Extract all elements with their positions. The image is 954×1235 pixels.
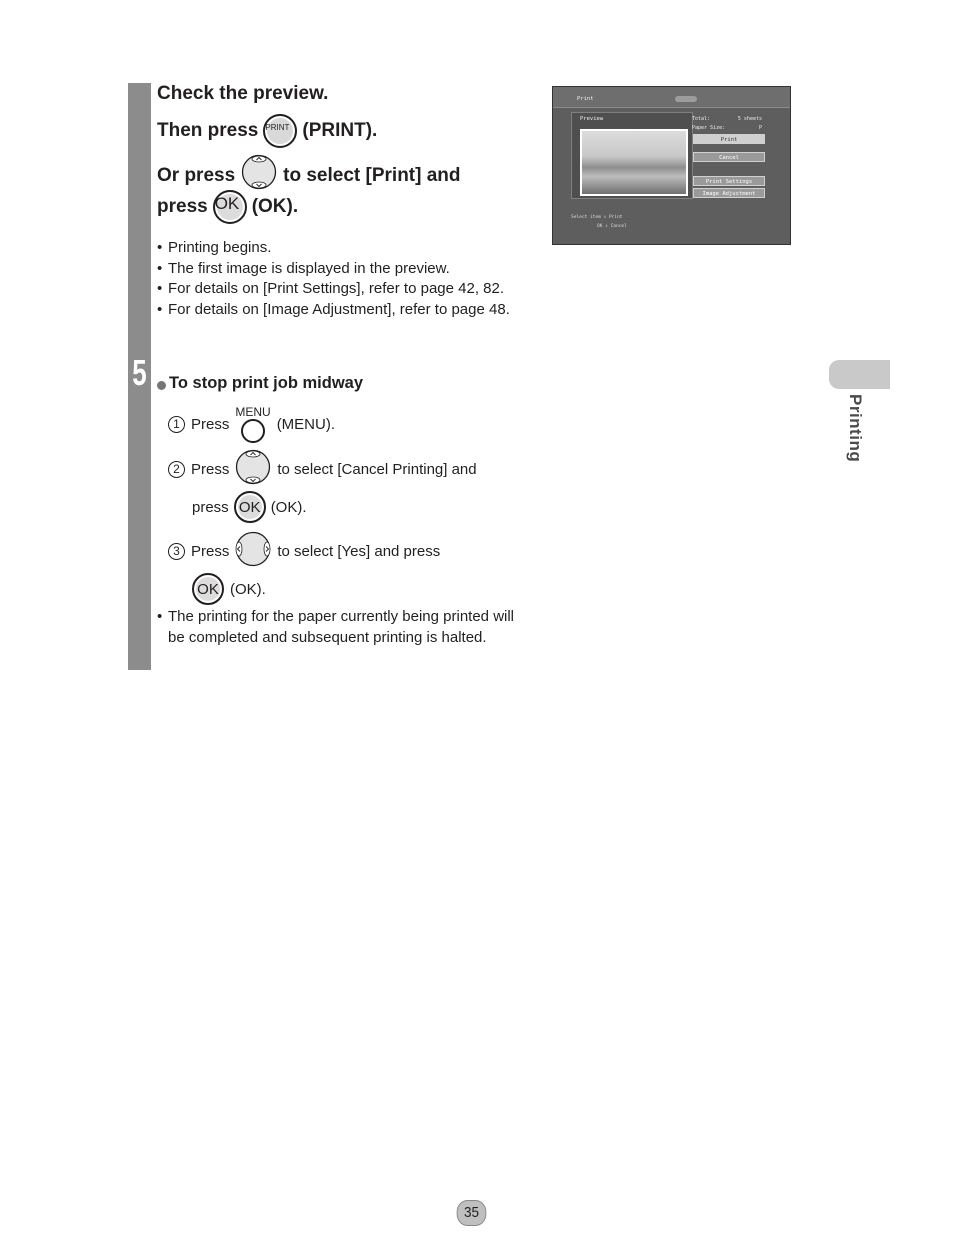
left-right-dial-icon xyxy=(234,531,272,571)
stop-step-1: 1 Press MENU (MENU). xyxy=(168,406,335,443)
heading-line-3: Or press to select [Print] and xyxy=(157,154,461,197)
print-info: Total: 5 sheets Paper Size: P xyxy=(692,116,762,131)
notes-list xyxy=(157,238,527,320)
ok-button-icon: OK xyxy=(213,190,247,224)
stop-step-3: 3 Press to select [Yes] and press xyxy=(168,531,440,571)
ok-button-icon: OK xyxy=(234,491,266,523)
stop-step-2-continued: press OK (OK). xyxy=(192,491,307,523)
step-circle-number: 1 xyxy=(168,416,185,433)
status-indicator-icon xyxy=(675,96,697,102)
menu-button-icon: MENU xyxy=(235,406,270,443)
preview-photo xyxy=(580,129,688,196)
stop-step-3-continued: OK (OK). xyxy=(192,573,266,605)
bullet-dot-icon xyxy=(157,381,166,390)
step-circle-number: 3 xyxy=(168,543,185,560)
section-tab xyxy=(829,360,890,389)
note-item: • The printing for the paper currently being printed will be completed and subsequent printing is halted. xyxy=(157,607,532,648)
step-number: 5 xyxy=(132,352,147,393)
ok-button-icon: OK xyxy=(192,573,224,605)
print-preview-screenshot xyxy=(552,86,791,245)
note-item: • Printing begins. xyxy=(157,238,527,259)
screen-help-text: Select item ⇕ Print OK ⇕ Cancel xyxy=(571,215,627,229)
page-number: 35 xyxy=(457,1200,487,1226)
note-item: • For details on [Image Adjustment], refer to page 48. xyxy=(157,300,527,321)
stop-note xyxy=(157,607,532,648)
stop-step-2: 2 Press to select [Cancel Printing] and xyxy=(168,449,477,489)
screen-image-adjustment-button[interactable]: Image Adjustment xyxy=(693,188,765,198)
heading-line-2: Then press PRINT (PRINT). xyxy=(157,114,377,148)
heading-line-1: Check the preview. xyxy=(157,83,329,104)
section-tab-label: Printing xyxy=(846,394,865,463)
screen-cancel-button[interactable]: Cancel xyxy=(693,152,765,162)
screen-print-button[interactable]: Print xyxy=(693,134,765,144)
heading-line-4: press OK (OK). xyxy=(157,190,298,224)
print-button-icon: PRINT xyxy=(263,114,297,148)
up-down-dial-icon xyxy=(234,449,272,489)
note-item: • The first image is displayed in the preview. xyxy=(157,259,527,280)
preview-panel: Preview xyxy=(571,112,693,199)
stop-section-title: To stop print job midway xyxy=(157,374,363,393)
note-item: • For details on [Print Settings], refer to page 42, 82. xyxy=(157,279,527,300)
screen-title: Print xyxy=(577,96,594,102)
screen-print-settings-button[interactable]: Print Settings xyxy=(693,176,765,186)
step-circle-number: 2 xyxy=(168,461,185,478)
